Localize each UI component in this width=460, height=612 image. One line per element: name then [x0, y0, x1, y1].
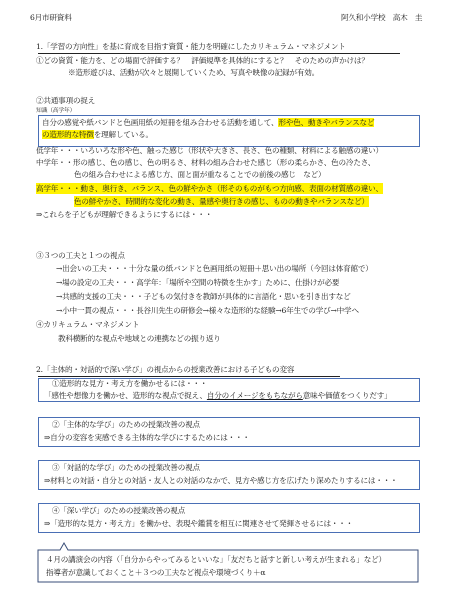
knowledge-text-b: を理解している。 — [93, 130, 153, 139]
knowledge-highlight-a: 形や色、動きやバランスなど — [278, 118, 375, 127]
low-grade-text: 低学年・・・いろいろな形や色、触った感じ（形状や大きさ、長さ、色の種類、材料による触感の違い） — [36, 146, 383, 155]
q3-title: ③３つの工夫と１つの視点 — [36, 251, 125, 260]
point1-quote-underlined: 自分のイメージをもちながら — [206, 391, 303, 400]
footer-line-1: ４月の講演会の内容（「自分からやってみるといいな」「友だちと話すと新しい考えが生まれる」など） — [46, 555, 386, 564]
tip-1: →出会いの工夫・・・十分な量の紙バンドと色画用紙の短冊＋思い出の場所（今回は体育館で） — [56, 264, 373, 273]
q2-title: ②共通事項の捉え — [36, 96, 96, 105]
knowledge-text-a: 自分の感覚や紙バンドと色画用紙の短冊を組み合わせる活動を通して、 — [42, 118, 279, 127]
footer-line-2: 指導者が意識しておくこと＋３つの工夫など視点や環境づくり＋α — [46, 568, 266, 577]
high-grade-text-1: 高学年・・・動き、奥行き、バランス、色の鮮やかさ（形そのものがもつ方向感、表面の材質感の違い、 — [36, 184, 383, 193]
header-left: 6月市研資料 — [30, 13, 72, 22]
q2-subtitle: 知識（高学年） — [36, 108, 76, 114]
point4-title: ④「深い学び」のための授業改善の視点 — [52, 506, 186, 515]
tip-4: →小中一貫の視点・・・長谷川先生の研修会→様々な造形的な経験→6年生での学び→中学へ — [56, 306, 359, 315]
point1-quote-b: 意味や価値をつくりだす」 — [302, 391, 392, 400]
arrow-text-1: ⇒これらを子どもが理解できるようにするには・・・ — [36, 210, 213, 219]
knowledge-highlight-b: の造形的な特徴 — [42, 130, 94, 139]
section2-heading: 2.「主体的・対話的で深い学び」の視点からの授業改善における子どもの変容 — [36, 365, 295, 374]
tip-2: →場の設定の工夫・・・高学年：「場所や空間の特徴を生かす」ために、仕掛けが必要 — [56, 278, 340, 287]
point2-title: ②「主体的な学び」のための授業改善の視点 — [52, 420, 200, 429]
section1-heading: 1.「学習の方向性」を基に育成を目指す資質・能力を明確にしたカリキュラム・マネジメント — [36, 42, 346, 51]
q1-text: ①どの資質・能力を、どの場面で評価する？ 評価規準を具体的にすると？ そのための声かけは？ — [36, 56, 369, 65]
point3-title: ③「対話的な学び」のための授業改善の視点 — [52, 463, 200, 472]
point3-arrow: ⇒材料との対話・自分との対話・友人との対話のなかで、見方や感じ方を広げたり深めたりするには・・・ — [44, 476, 398, 485]
tip-3: →共感的支援の工夫・・・子どもの気付きを教師が具体的に言語化・思いを引き出すなど — [56, 292, 351, 301]
point1-quote-a: 「感性や想像力を働かせ、造形的な視点で捉え、 — [44, 391, 207, 400]
point2-arrow: ⇒自分の変容を実感できる主体的な学びにするためには・・・ — [44, 433, 250, 442]
q4-title: ④カリキュラム・マネジメント — [36, 320, 140, 329]
high-grade-text-2: 色の鮮やかさ、時間的な変化の動き、量感や奥行きの感じ、ものの動きやバランスなど） — [74, 197, 369, 206]
point1-title: ①造形的な見方・考え方を働かせるには・・・ — [52, 379, 208, 388]
mid-grade-text-2: 色の組み合わせによる感じ方、面と面が重なることでの前後の感じ など） — [74, 170, 326, 179]
mid-grade-text-1: 中学年・・形の感じ、色の感じ、色の明るさ、材料の組み合わせた感じ（形の柔らかさ、色の冷たさ、 — [36, 158, 376, 167]
point4-arrow: ⇒「造形的な見方・考え方」を働かせ、表現や鑑賞を相互に関連させて発揮させるには・・・ — [44, 519, 354, 528]
header-right: 阿久和小学校 高木 圭 — [341, 13, 423, 22]
q4-subtitle: 教科横断的な視点や地域との連携などの振り返り — [58, 334, 221, 343]
q1-note: ※造形遊びは、活動が次々と展開していくため、写真や映像の記録が有効。 — [68, 68, 320, 77]
